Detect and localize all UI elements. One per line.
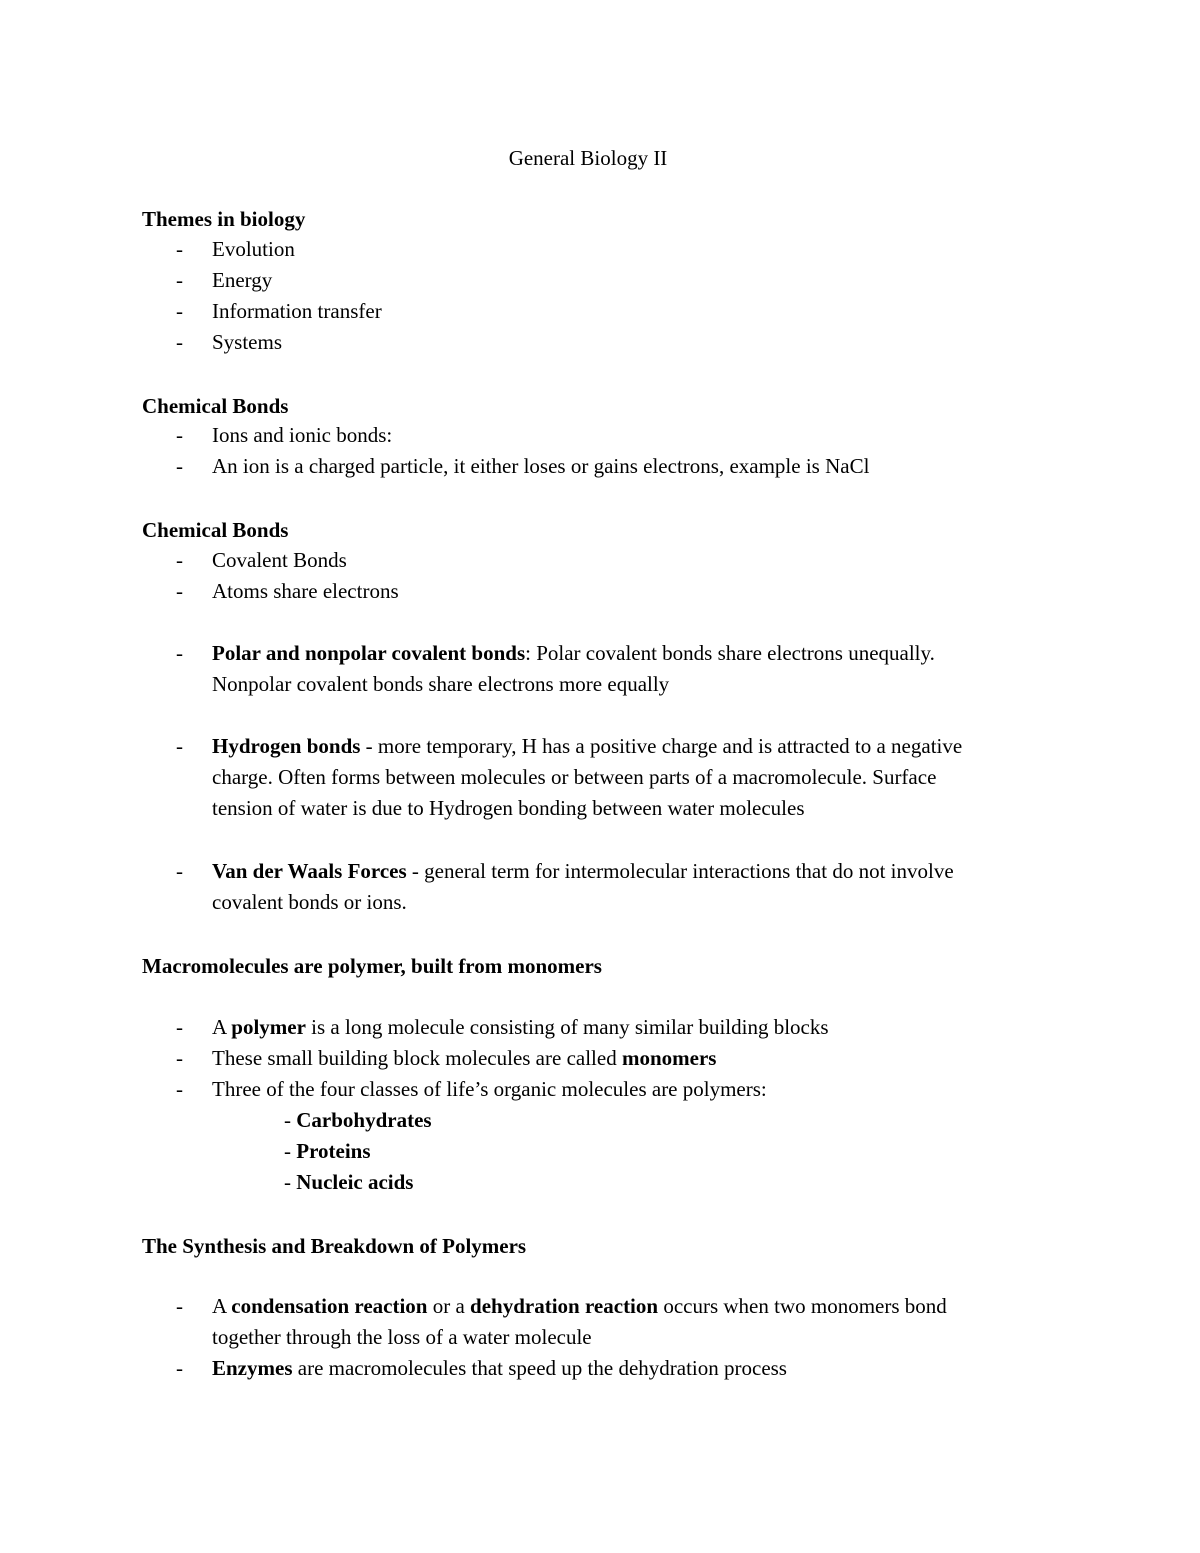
sub-list-item: - Nucleic acids — [284, 1170, 414, 1194]
term-enzymes: Enzymes — [212, 1356, 293, 1380]
term-condensation: condensation reaction — [231, 1294, 428, 1318]
term-polar: Polar and nonpolar covalent bonds — [212, 641, 526, 665]
sub-list-item: - Proteins — [284, 1139, 371, 1163]
heading-chemical-bonds-2: Chemical Bonds — [142, 518, 289, 542]
heading-synthesis: The Synthesis and Breakdown of Polymers — [142, 1234, 527, 1258]
document-page: General Biology II Themes in biology - Evolution - Energy - Information transfer - Systems Chemical Bonds - Ions and ionic bonds: - An ion is a charged particle, it either loses or gains electrons, example is NaCl Chemical Bonds - Covalent Bonds - Atoms share electrons - Polar and nonpolar covalent bonds: Polar covalent bonds share electrons unequally. Nonpolar covalent bonds share electrons more equally - Hydrogen bonds - more temporary, H has a positive charge and is attracted to a negative charge. Often forms between molecules or between parts of a macromolecule. Surface tension of water is due to Hydrogen bonding between water molecules - Van der Waals Forces - general term for intermolecular interactions that do not involve covalent bonds or ions. Macromolecules are polymer, built from monomers - A polymer is a long molecule consisting of many similar building blocks - These small building block molecules are called monomers - Three of the four classes of life’s organic molecules are polymers: - Carbohydrates - Proteins - Nucleic acids The Synthesis and Breakdown of Polymers - A condensation reaction or a dehydration reaction occurs when two monomers bond together through the loss of a water molecule - Enzymes are macromolecules that speed up the dehydration process — [0, 0, 1200, 1553]
heading-themes: Themes in biology — [142, 207, 306, 231]
term-dehydration: dehydration reaction — [470, 1294, 659, 1318]
heading-chemical-bonds-1: Chemical Bonds — [142, 394, 289, 418]
document-title: General Biology II — [508, 146, 668, 170]
sub-list-item: - Carbohydrates — [284, 1108, 432, 1132]
heading-macromolecules: Macromolecules are polymer, built from monomers — [142, 954, 602, 978]
term-hydrogen: Hydrogen bonds — [212, 734, 361, 758]
term-polymer: polymer — [231, 1015, 306, 1039]
term-monomers: monomers — [621, 1046, 717, 1070]
term-van-der-waals: Van der Waals Forces — [212, 859, 407, 883]
